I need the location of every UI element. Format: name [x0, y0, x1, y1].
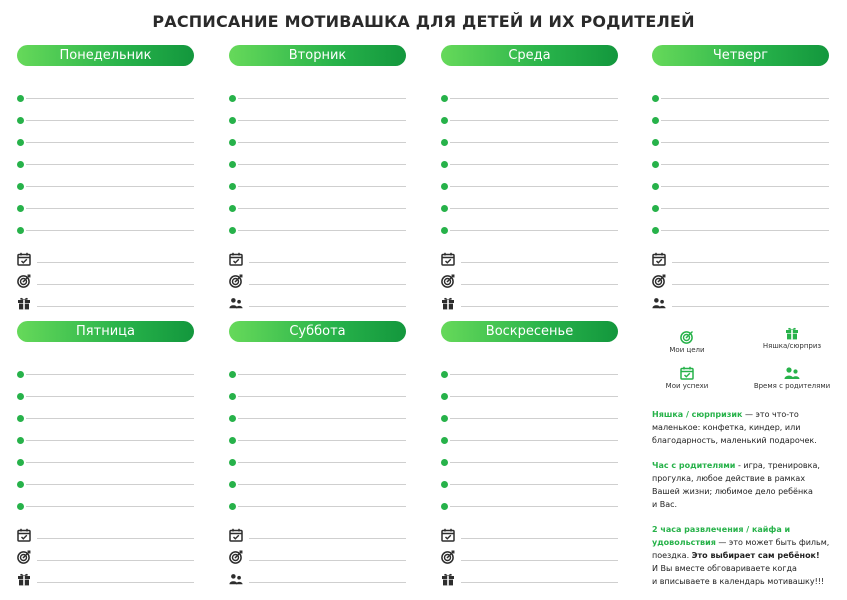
- day-header: Вторник: [229, 45, 406, 66]
- bullet-dot: [17, 437, 24, 444]
- write-line: [238, 164, 406, 165]
- bullet-dot: [229, 371, 236, 378]
- note-surprise: [652, 408, 832, 447]
- write-line: [238, 186, 406, 187]
- write-line: [37, 582, 194, 583]
- write-line: [450, 374, 618, 375]
- task-line[interactable]: [441, 95, 618, 105]
- page-title: РАСПИСАНИЕ МОТИВАШКА ДЛЯ ДЕТЕЙ И ИХ РОДИТЕЛЕЙ: [152, 12, 695, 31]
- bullet-dot: [229, 139, 236, 146]
- target-icon: [441, 550, 455, 564]
- task-line[interactable]: [17, 139, 194, 149]
- legend-goals: [652, 330, 722, 354]
- write-line: [450, 230, 618, 231]
- bullet-dot: [441, 503, 448, 510]
- note-fun: [652, 523, 832, 588]
- task-line[interactable]: [229, 437, 406, 447]
- write-line: [238, 484, 406, 485]
- write-line: [37, 284, 194, 285]
- legend: [652, 328, 832, 398]
- task-line[interactable]: [17, 95, 194, 105]
- task-line[interactable]: [17, 459, 194, 469]
- write-line: [661, 98, 829, 99]
- icon-line[interactable]: [229, 550, 406, 564]
- write-line: [450, 208, 618, 209]
- icon-line[interactable]: [441, 572, 618, 586]
- day-card: [652, 45, 829, 310]
- task-line[interactable]: [17, 117, 194, 127]
- legend-goals-label: Мои цели: [669, 346, 705, 354]
- task-line[interactable]: [17, 161, 194, 171]
- day-header: Понедельник: [17, 45, 194, 66]
- write-line: [672, 306, 829, 307]
- bullet-dot: [229, 503, 236, 510]
- bullet-dot: [229, 459, 236, 466]
- task-line[interactable]: [652, 161, 829, 171]
- bullet-dot: [229, 481, 236, 488]
- bullet-dot: [229, 117, 236, 124]
- write-line: [661, 164, 829, 165]
- write-line: [661, 142, 829, 143]
- write-line: [238, 230, 406, 231]
- target-icon: [17, 550, 31, 564]
- bullet-dot: [229, 183, 236, 190]
- task-line[interactable]: [229, 183, 406, 193]
- task-line[interactable]: [652, 139, 829, 149]
- write-line: [238, 142, 406, 143]
- write-line: [661, 208, 829, 209]
- task-line[interactable]: [229, 459, 406, 469]
- task-line[interactable]: [652, 205, 829, 215]
- task-line[interactable]: [229, 117, 406, 127]
- bullet-dot: [652, 161, 659, 168]
- bullet-dot: [441, 183, 448, 190]
- task-line[interactable]: [17, 371, 194, 381]
- write-line: [249, 284, 406, 285]
- write-line: [661, 230, 829, 231]
- bullet-dot: [17, 161, 24, 168]
- task-line[interactable]: [441, 415, 618, 425]
- target-icon: [229, 274, 243, 288]
- target-icon: [652, 274, 666, 288]
- write-line: [249, 538, 406, 539]
- bullet-dot: [17, 139, 24, 146]
- icon-line[interactable]: [17, 572, 194, 586]
- calendar-check-icon: [229, 528, 243, 542]
- bullet-dot: [229, 393, 236, 400]
- day-card: [17, 321, 194, 586]
- icon-line[interactable]: [229, 274, 406, 288]
- bullet-dot: [652, 95, 659, 102]
- task-line[interactable]: [229, 139, 406, 149]
- calendar-check-icon: [17, 252, 31, 266]
- gift-icon: [17, 572, 31, 586]
- task-line[interactable]: [17, 437, 194, 447]
- note-surprise-l3: благодарность, маленький подарочек.: [652, 436, 817, 445]
- target-icon: [441, 274, 455, 288]
- bullet-dot: [652, 227, 659, 234]
- write-line: [450, 418, 618, 419]
- write-line: [37, 560, 194, 561]
- write-line: [461, 560, 618, 561]
- bullet-dot: [652, 183, 659, 190]
- legend-success: [652, 366, 722, 390]
- task-line[interactable]: [652, 227, 829, 237]
- note-parents: [652, 459, 832, 511]
- bullet-dot: [17, 205, 24, 212]
- write-line: [450, 506, 618, 507]
- target-icon: [17, 274, 31, 288]
- task-line[interactable]: [17, 205, 194, 215]
- icon-line[interactable]: [441, 252, 618, 266]
- write-line: [461, 538, 618, 539]
- bullet-dot: [17, 371, 24, 378]
- bullet-dot: [441, 371, 448, 378]
- note-fun-title-2: удовольствия: [652, 538, 716, 547]
- write-line: [450, 396, 618, 397]
- note-parents-title: Час с родителями: [652, 461, 736, 470]
- legend-surprise: [752, 326, 832, 350]
- calendar-check-icon: [680, 366, 694, 380]
- note-fun-l4: и вписываете в календарь мотивашку!!!: [652, 577, 825, 586]
- bullet-dot: [17, 227, 24, 234]
- write-line: [26, 506, 194, 507]
- task-line[interactable]: [17, 227, 194, 237]
- bullet-dot: [229, 227, 236, 234]
- task-line[interactable]: [652, 95, 829, 105]
- write-line: [661, 186, 829, 187]
- legend-parents-label: Время с родителями: [753, 382, 831, 390]
- note-fun-l2a: поездка.: [652, 551, 692, 560]
- task-line[interactable]: [17, 393, 194, 403]
- task-line[interactable]: [441, 227, 618, 237]
- write-line: [461, 582, 618, 583]
- bullet-dot: [229, 95, 236, 102]
- note-parents-l2: прогулка, любое действие в рамках: [652, 474, 806, 483]
- write-line: [238, 208, 406, 209]
- write-line: [672, 284, 829, 285]
- write-line: [461, 306, 618, 307]
- bullet-dot: [441, 415, 448, 422]
- icon-line[interactable]: [17, 274, 194, 288]
- write-line: [26, 440, 194, 441]
- icon-line[interactable]: [17, 528, 194, 542]
- write-line: [26, 142, 194, 143]
- day-header: Пятница: [17, 321, 194, 342]
- write-line: [450, 440, 618, 441]
- task-line[interactable]: [229, 481, 406, 491]
- day-card: [441, 45, 618, 310]
- calendar-check-icon: [229, 252, 243, 266]
- task-line[interactable]: [441, 481, 618, 491]
- bullet-dot: [229, 205, 236, 212]
- bullet-dot: [17, 95, 24, 102]
- task-line[interactable]: [229, 503, 406, 513]
- write-line: [450, 98, 618, 99]
- bullet-dot: [441, 393, 448, 400]
- legend-success-label: Мои успехи: [665, 382, 709, 390]
- bullet-dot: [441, 437, 448, 444]
- bullet-dot: [17, 117, 24, 124]
- icon-line[interactable]: [441, 550, 618, 564]
- write-line: [450, 164, 618, 165]
- bullet-dot: [17, 481, 24, 488]
- task-line[interactable]: [229, 205, 406, 215]
- bullet-dot: [17, 459, 24, 466]
- write-line: [672, 262, 829, 263]
- write-line: [26, 230, 194, 231]
- gift-icon: [785, 326, 799, 340]
- write-line: [37, 262, 194, 263]
- calendar-check-icon: [652, 252, 666, 266]
- write-line: [238, 120, 406, 121]
- write-line: [26, 186, 194, 187]
- write-line: [450, 484, 618, 485]
- calendar-check-icon: [441, 252, 455, 266]
- parents-icon: [783, 366, 801, 380]
- bullet-dot: [441, 161, 448, 168]
- bullet-dot: [441, 117, 448, 124]
- write-line: [26, 484, 194, 485]
- icon-line[interactable]: [229, 252, 406, 266]
- target-icon: [680, 330, 694, 344]
- note-surprise-title: Няшка / сюрпризик: [652, 410, 743, 419]
- day-card: [229, 321, 406, 586]
- target-icon: [229, 550, 243, 564]
- bullet-dot: [229, 161, 236, 168]
- write-line: [238, 374, 406, 375]
- write-line: [26, 374, 194, 375]
- write-line: [238, 396, 406, 397]
- write-line: [249, 262, 406, 263]
- write-line: [450, 186, 618, 187]
- legend-surprise-label: Няшка/сюрприз: [762, 342, 822, 350]
- write-line: [26, 120, 194, 121]
- write-line: [238, 440, 406, 441]
- write-line: [26, 208, 194, 209]
- day-card: [229, 45, 406, 310]
- write-line: [661, 120, 829, 121]
- task-line[interactable]: [441, 117, 618, 127]
- icon-line[interactable]: [229, 572, 406, 586]
- bullet-dot: [652, 117, 659, 124]
- task-line[interactable]: [229, 415, 406, 425]
- day-card: [17, 45, 194, 310]
- task-line[interactable]: [229, 371, 406, 381]
- day-header: Среда: [441, 45, 618, 66]
- write-line: [238, 98, 406, 99]
- task-line[interactable]: [441, 503, 618, 513]
- bullet-dot: [17, 415, 24, 422]
- icon-line[interactable]: [652, 296, 829, 310]
- note-fun-title-1: 2 часа развлечения / кайфа и: [652, 525, 791, 534]
- bullet-dot: [441, 481, 448, 488]
- parents-icon: [229, 296, 243, 310]
- write-line: [249, 560, 406, 561]
- gift-icon: [441, 296, 455, 310]
- task-line[interactable]: [229, 393, 406, 403]
- task-line[interactable]: [229, 161, 406, 171]
- task-line[interactable]: [441, 205, 618, 215]
- task-line[interactable]: [17, 503, 194, 513]
- icon-line[interactable]: [652, 252, 829, 266]
- bullet-dot: [441, 227, 448, 234]
- note-surprise-l1: — это что-то: [742, 410, 799, 419]
- task-line[interactable]: [441, 437, 618, 447]
- task-line[interactable]: [229, 227, 406, 237]
- bullet-dot: [441, 95, 448, 102]
- write-line: [450, 142, 618, 143]
- icon-line[interactable]: [229, 528, 406, 542]
- icon-line[interactable]: [441, 274, 618, 288]
- bullet-dot: [17, 393, 24, 400]
- write-line: [238, 418, 406, 419]
- day-header: Воскресенье: [441, 321, 618, 342]
- task-line[interactable]: [17, 415, 194, 425]
- task-line[interactable]: [229, 95, 406, 105]
- icon-line[interactable]: [17, 296, 194, 310]
- write-line: [238, 506, 406, 507]
- icon-line[interactable]: [17, 550, 194, 564]
- note-fun-l1: — это может быть фильм,: [715, 538, 830, 547]
- bullet-dot: [229, 437, 236, 444]
- write-line: [26, 164, 194, 165]
- write-line: [26, 418, 194, 419]
- bullet-dot: [441, 459, 448, 466]
- write-line: [249, 582, 406, 583]
- task-line[interactable]: [441, 393, 618, 403]
- write-line: [26, 98, 194, 99]
- write-line: [249, 306, 406, 307]
- icon-line[interactable]: [229, 296, 406, 310]
- icon-line[interactable]: [441, 528, 618, 542]
- write-line: [450, 462, 618, 463]
- calendar-check-icon: [441, 528, 455, 542]
- task-line[interactable]: [441, 139, 618, 149]
- parents-icon: [229, 572, 243, 586]
- write-line: [26, 396, 194, 397]
- day-header: Суббота: [229, 321, 406, 342]
- parents-icon: [652, 296, 666, 310]
- bullet-dot: [17, 503, 24, 510]
- write-line: [461, 284, 618, 285]
- task-line[interactable]: [441, 183, 618, 193]
- icon-line[interactable]: [652, 274, 829, 288]
- bullet-dot: [229, 415, 236, 422]
- day-header: Четверг: [652, 45, 829, 66]
- write-line: [450, 120, 618, 121]
- note-parents-l1: - игра, тренировка,: [735, 461, 820, 470]
- gift-icon: [17, 296, 31, 310]
- bullet-dot: [652, 205, 659, 212]
- note-parents-l4: и Вас.: [652, 500, 678, 509]
- task-line[interactable]: [441, 459, 618, 469]
- calendar-check-icon: [17, 528, 31, 542]
- task-line[interactable]: [652, 183, 829, 193]
- note-fun-l2b: Это выбирает сам ребёнок!: [691, 551, 820, 560]
- bullet-dot: [652, 139, 659, 146]
- task-line[interactable]: [441, 371, 618, 381]
- note-surprise-l2: маленькое: конфетка, киндер, или: [652, 423, 801, 432]
- write-line: [26, 462, 194, 463]
- icon-line[interactable]: [441, 296, 618, 310]
- bullet-dot: [17, 183, 24, 190]
- task-line[interactable]: [652, 117, 829, 127]
- note-parents-l3: Вашей жизни; любимое дело ребёнка: [652, 487, 813, 496]
- write-line: [37, 538, 194, 539]
- task-line[interactable]: [441, 161, 618, 171]
- bullet-dot: [441, 139, 448, 146]
- note-fun-l3: И Вы вместе обговариваете когда: [652, 564, 797, 573]
- icon-line[interactable]: [17, 252, 194, 266]
- write-line: [37, 306, 194, 307]
- write-line: [461, 262, 618, 263]
- bullet-dot: [441, 205, 448, 212]
- day-card: [441, 321, 618, 586]
- task-line[interactable]: [17, 183, 194, 193]
- gift-icon: [441, 572, 455, 586]
- write-line: [238, 462, 406, 463]
- task-line[interactable]: [17, 481, 194, 491]
- legend-parents: [747, 366, 837, 390]
